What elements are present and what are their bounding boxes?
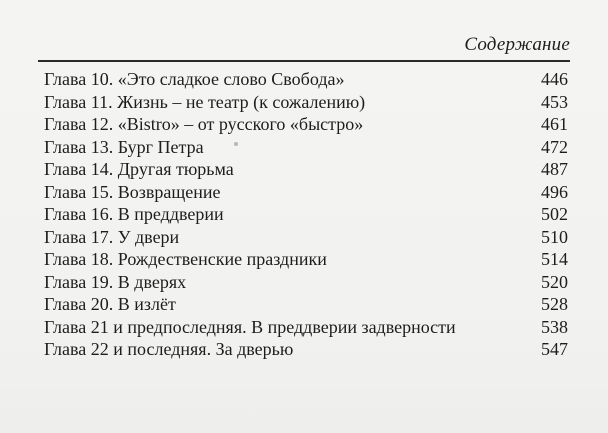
toc-entry bbox=[44, 136, 568, 159]
toc-entry-title: Глава 14. Другая тюрьма bbox=[44, 159, 234, 179]
toc-entry-title: Глава 13. Бург Петра bbox=[44, 136, 204, 157]
toc-entry bbox=[44, 293, 568, 316]
toc-entry-title: Глава 10. «Это сладкое слово Свобода» bbox=[44, 69, 345, 89]
toc-entry-page: 538 bbox=[541, 316, 568, 337]
toc-entry-title: Глава 22 и последняя. За дверью bbox=[44, 339, 294, 359]
toc-entry-title: Глава 12. «Bistro» – от русского «быстро» bbox=[44, 114, 364, 134]
toc-entry-title: Глава 17. У двери bbox=[44, 226, 180, 247]
toc-entry-page: 461 bbox=[541, 114, 568, 134]
toc-entry bbox=[44, 248, 568, 271]
table-of-contents bbox=[44, 68, 568, 361]
toc-entry-page: 547 bbox=[541, 339, 568, 359]
toc-entry-page: 496 bbox=[541, 181, 568, 202]
toc-entry-page: 487 bbox=[541, 159, 568, 179]
toc-entry-page: 446 bbox=[541, 69, 568, 89]
toc-entry bbox=[44, 91, 568, 114]
toc-entry bbox=[44, 113, 568, 136]
toc-entry-title: Глава 16. В преддверии bbox=[44, 204, 224, 224]
toc-entry bbox=[44, 181, 568, 204]
toc-entry-page: 520 bbox=[541, 271, 568, 292]
toc-entry-page: 510 bbox=[541, 226, 568, 247]
toc-entry bbox=[44, 158, 568, 181]
toc-entry-page: 453 bbox=[541, 91, 568, 112]
toc-entry-page: 502 bbox=[541, 204, 568, 224]
toc-entry-title: Глава 21 и предпоследняя. В преддверии задверности bbox=[44, 316, 456, 337]
page-title: Содержание bbox=[464, 34, 570, 55]
header-divider bbox=[38, 60, 570, 62]
toc-entry-page: 514 bbox=[541, 249, 568, 269]
toc-entry-page: 528 bbox=[541, 294, 568, 314]
toc-entry-title: Глава 15. Возвращение bbox=[44, 181, 221, 202]
paper-speck bbox=[234, 142, 238, 146]
toc-entry-title: Глава 18. Рождественские праздники bbox=[44, 249, 327, 269]
toc-entry-page: 472 bbox=[541, 136, 568, 157]
toc-entry bbox=[44, 338, 568, 361]
toc-entry-title: Глава 19. В дверях bbox=[44, 271, 187, 292]
toc-entry bbox=[44, 226, 568, 249]
toc-entry bbox=[44, 203, 568, 226]
toc-entry bbox=[44, 316, 568, 339]
toc-entry bbox=[44, 271, 568, 294]
toc-entry bbox=[44, 68, 568, 91]
toc-entry-title: Глава 11. Жизнь – не театр (к сожалению) bbox=[44, 91, 366, 112]
toc-entry-title: Глава 20. В излёт bbox=[44, 294, 176, 314]
